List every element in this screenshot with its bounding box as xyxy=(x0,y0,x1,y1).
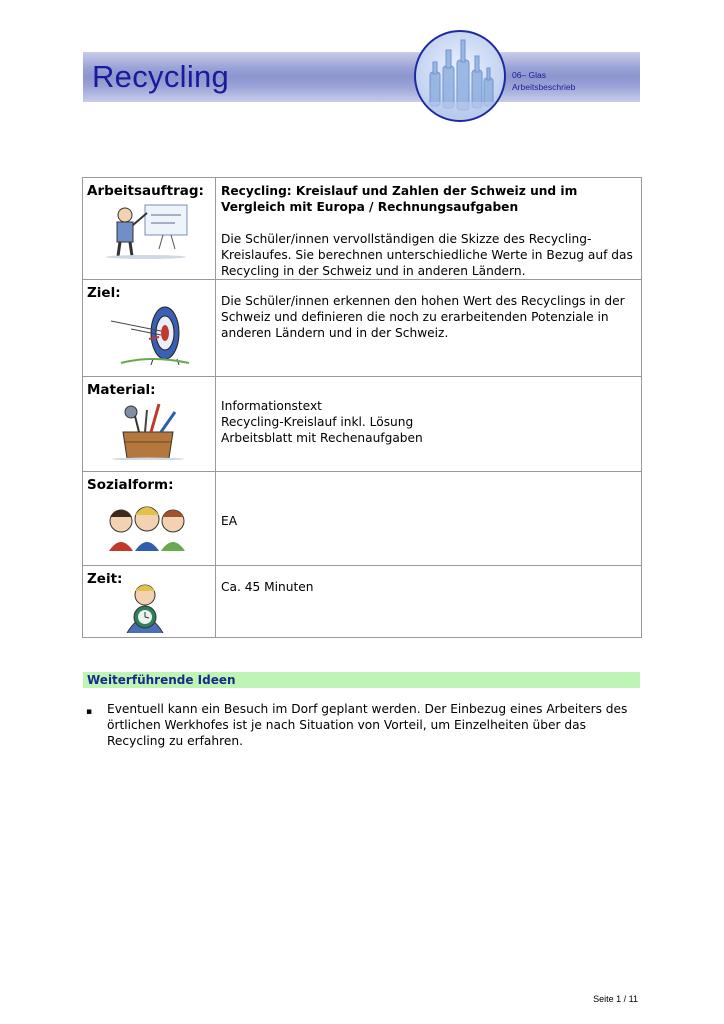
row-arbeitsauftrag xyxy=(83,178,642,280)
content-cell xyxy=(216,178,642,280)
person-with-clock-icon xyxy=(101,583,191,633)
target-with-arrows-icon xyxy=(101,303,191,365)
material-item: Arbeitsblatt mit Rechenaufgaben xyxy=(221,431,423,445)
row-sozialform xyxy=(83,472,642,566)
further-ideas-heading-bar xyxy=(83,672,640,688)
row-label: Zeit: xyxy=(87,571,123,587)
header-banner xyxy=(83,52,640,102)
task-heading: Recycling: Kreislauf und Zahlen der Schweiz und im Vergleich mit Europa / Rechnungsaufgaben xyxy=(221,184,578,214)
page-title: Recycling xyxy=(92,59,230,94)
bullet-icon: ▪ xyxy=(86,707,93,717)
material-item: Informationstext xyxy=(221,399,322,413)
page-number: Seite 1 / 11 xyxy=(593,994,638,1004)
chapter-label: 06– Glas xyxy=(512,70,547,80)
row-ziel xyxy=(83,280,642,377)
content-cell xyxy=(216,377,642,472)
row-label: Sozialform: xyxy=(87,477,174,493)
material-item: Recycling-Kreislauf inkl. Lösung xyxy=(221,415,414,429)
row-label: Arbeitsauftrag: xyxy=(87,183,204,199)
header-meta xyxy=(512,69,575,93)
task-table xyxy=(82,177,642,638)
label-cell xyxy=(83,178,216,280)
task-description: Die Schüler/innen vervollständigen die Skizze des Recycling-Kreislaufes. Sie berechnen unterschiedliche Werte in Bezug auf das Recycling in der Schweiz und in anderen Ländern. xyxy=(221,232,633,278)
label-cell xyxy=(83,472,216,566)
row-label: Material: xyxy=(87,382,156,398)
row-zeit xyxy=(83,566,642,638)
goal-text: Die Schüler/innen erkennen den hohen Wert des Recyclings in der Schweiz und definieren die noch zu erarbeitenden Potenziale in anderen Ländern und in der Schweiz. xyxy=(221,294,625,340)
label-cell xyxy=(83,566,216,638)
idea-list-item: Eventuell kann ein Besuch im Dorf geplant werden. Der Einbezug eines Arbeiters des örtlichen Werkhofes ist je nach Situation von Vorteil, um Einzelheiten über das Recycling zu erfahren. xyxy=(107,702,628,748)
toolbox-icon xyxy=(101,400,191,460)
content-cell xyxy=(216,566,642,638)
label-cell xyxy=(83,280,216,377)
row-material xyxy=(83,377,642,472)
social-form-value: EA xyxy=(221,514,238,528)
group-of-students-icon xyxy=(101,495,193,551)
content-cell xyxy=(216,280,642,377)
further-ideas-title: Weiterführende Ideen xyxy=(87,673,236,687)
row-label: Ziel: xyxy=(87,285,121,301)
document-type-label: Arbeitsbeschrieb xyxy=(512,82,576,92)
time-value: Ca. 45 Minuten xyxy=(221,580,314,594)
label-cell xyxy=(83,377,216,472)
teacher-at-board-icon xyxy=(101,201,191,259)
glass-bottles-logo-icon xyxy=(414,30,506,122)
content-cell xyxy=(216,472,642,566)
